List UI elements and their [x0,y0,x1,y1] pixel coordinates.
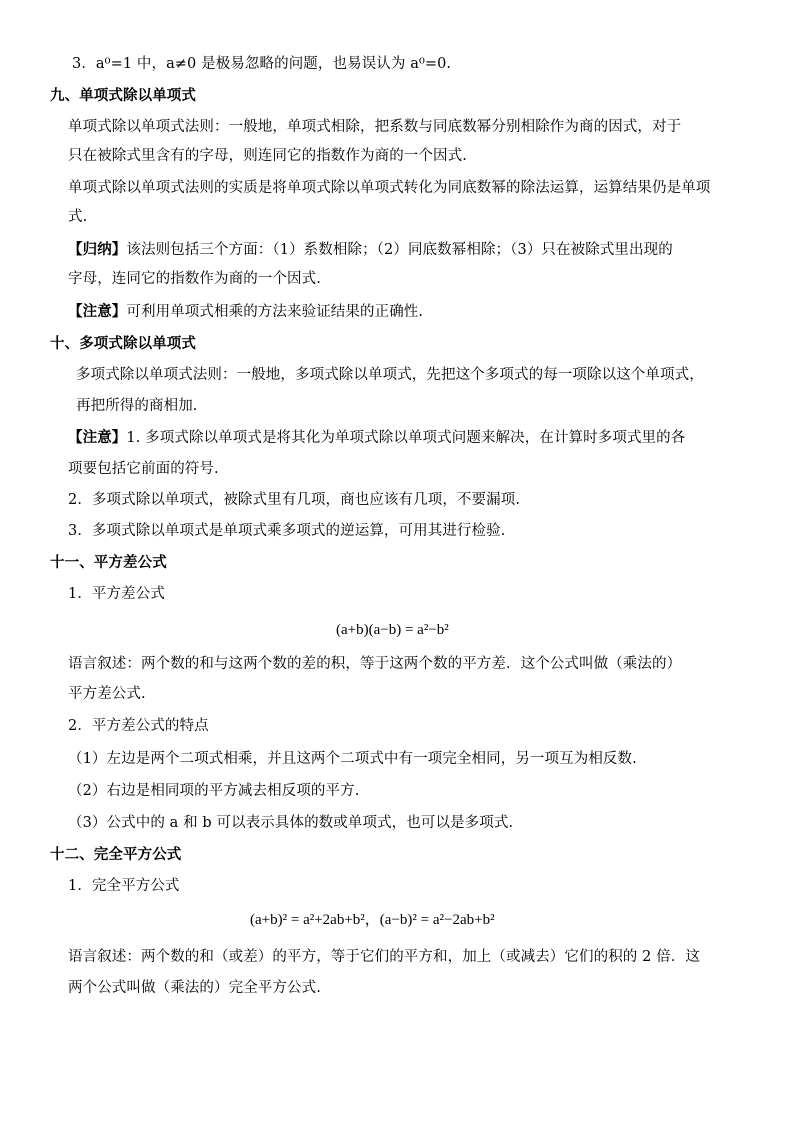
list-item: （1）左边是两个二项式相乘，并且这两个二项式中有一项完全相同，另一项互为相反数. [68,751,637,767]
paragraph-line: 单项式除以单项式法则的实质是将单项式除以单项式转化为同底数幂的除法运算，运算结果仍是单项 [68,180,711,196]
paragraph-line: 再把所得的商相加. [76,398,198,414]
note-line [68,428,685,448]
paragraph-line: 平方差公式. [68,686,146,702]
paragraph-line: 3．多项式除以单项式是单项式乘多项式的逆运算，可用其进行检验. [68,523,506,539]
subheading-line: 1．完全平方公式 [68,878,180,894]
note-line [68,302,423,322]
paragraph-line: 语言叙述：两个数的和（或差）的平方，等于它们的平方和，加上（或减去）它们的积的 2 倍．这 [68,949,700,965]
list-item: （3）公式中的 a 和 b 可以表示具体的数或单项式，也可以是多项式. [68,815,514,831]
subheading-line: 1．平方差公式 [68,586,165,602]
note-label: 【注意】 [68,303,127,320]
note-text: 可利用单项式相乘的方法来验证结果的正确性. [126,304,424,320]
summary-line [68,240,673,260]
note-text: 1. 多项式除以单项式是将其化为单项式除以单项式问题来解决，在计算时多项式里的各 [126,430,686,446]
note-3-zero-exponent: 3．a⁰=1 中，a≠0 是极易忽略的问题，也易误认为 a⁰=0. [72,56,452,72]
paragraph-line: 项要包括它前面的符号. [68,461,219,477]
list-item: （2）右边是相同项的平方减去相反项的平方. [68,783,360,799]
paragraph-line: 多项式除以单项式法则：一般地，多项式除以单项式，先把这个多项式的每一项除以这个单项式， [76,367,704,383]
summary-label: 【归纳】 [68,241,127,258]
section-heading-9: 九、单项式除以单项式 [50,88,196,104]
difference-of-squares-formula: (a+b)(a−b) = a²−b² [336,622,449,638]
paragraph-line: 只在被除式里含有的字母，则连同它的指数作为商的一个因式. [68,148,467,164]
paragraph-line: 单项式除以单项式法则：一般地，单项式相除，把系数与同底数幂分别相除作为商的因式，对于 [68,119,682,135]
section-heading-11: 十一、平方差公式 [50,555,167,571]
summary-text: 该法则包括三个方面：（1）系数相除；（2）同底数幂相除；（3）只在被除式里出现的 [126,242,673,258]
perfect-square-formulas: (a+b)² = a²+2ab+b²，(a−b)² = a²−2ab+b² [250,912,495,928]
section-heading-10: 十、多项式除以单项式 [50,336,196,352]
section-heading-12: 十二、完全平方公式 [50,847,182,863]
paragraph-line: 两个公式叫做（乘法的）完全平方公式. [68,980,321,996]
paragraph-line: 2．多项式除以单项式，被除式里有几项，商也应该有几项，不要漏项. [68,492,521,508]
subheading-line: 2．平方差公式的特点 [68,718,209,734]
paragraph-line: 语言叙述：两个数的和与这两个数的差的积，等于这两个数的平方差．这个公式叫做（乘法的） [68,656,682,672]
paragraph-line: 式. [68,209,88,225]
paragraph-line: 字母，连同它的指数作为商的一个因式. [68,271,321,287]
note-label: 【注意】 [68,429,127,446]
